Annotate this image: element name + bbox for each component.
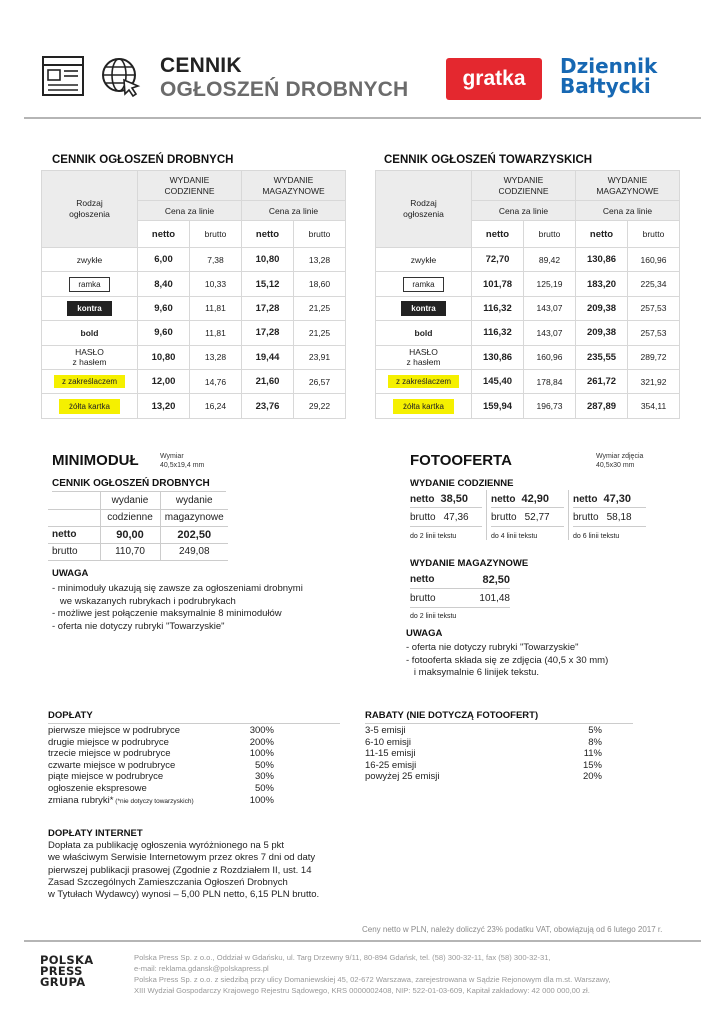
foto-brutto-value: 52,77 xyxy=(524,512,550,523)
drobne-col-rodzaj xyxy=(42,171,138,248)
rabaty-label: powyżej 25 emisji xyxy=(365,771,440,783)
rabaty-label: 11-15 emisji xyxy=(365,748,416,760)
foto-mag-brutto: 101,48 xyxy=(479,593,510,604)
minimodul-subtitle: CENNIK OGŁOSZEŃ DROBNYCH xyxy=(52,478,210,489)
header-divider xyxy=(24,117,701,119)
tow-cn: 130,86 xyxy=(472,345,524,369)
bold-tag: bold xyxy=(414,327,433,338)
page-title-line1: CENNIK xyxy=(160,54,242,77)
kontra-tag: kontra xyxy=(401,301,445,316)
tow-mb: 160,96 xyxy=(628,248,680,272)
doplaty-value: 300% xyxy=(249,725,274,736)
fotooferta-wymiar xyxy=(596,452,643,470)
zwykle-tag: zwykłe xyxy=(410,254,437,265)
rabaty-label: 16-25 emisji xyxy=(365,759,417,771)
internet-text xyxy=(48,840,378,901)
haslo-tag xyxy=(44,347,135,367)
tow-row xyxy=(376,345,680,369)
rabaty-row xyxy=(365,771,602,783)
foto-codzienne-cell xyxy=(568,490,646,540)
tow-row xyxy=(376,394,680,418)
tow-row xyxy=(376,321,680,345)
uwaga-item: - minimoduły ukazują się zawsze za ogłoszeniami drobnymi xyxy=(52,583,303,594)
drobne-row-label xyxy=(42,272,138,296)
foto-brutto-row xyxy=(410,508,482,527)
drobne-cn: 13,20 xyxy=(138,394,190,418)
ramka-tag: ramka xyxy=(403,277,443,292)
tow-row-label xyxy=(376,248,472,272)
drobne-row xyxy=(42,394,346,418)
drobne-netto-m-head: netto xyxy=(242,221,294,248)
rabaty-value: 20% xyxy=(582,771,602,783)
drobne-cena-c: Cena za linie xyxy=(138,201,242,221)
minimodul-uwaga-list xyxy=(52,583,352,633)
rabaty-value: 11% xyxy=(583,748,602,760)
zakreslacz-tag: z zakreślaczem xyxy=(54,375,125,388)
rabaty-row xyxy=(365,760,602,772)
drobne-cb: 16,24 xyxy=(190,394,242,418)
foto-netto-row xyxy=(491,490,564,508)
tow-row-label xyxy=(376,394,472,418)
tow-row xyxy=(376,369,680,393)
doplaty-row xyxy=(48,725,274,737)
doplaty-label: pierwsze miejsce w podrubryce xyxy=(48,725,180,736)
page-title-line2: OGŁOSZEŃ DROBNYCH xyxy=(160,78,409,101)
doplaty-line xyxy=(48,723,340,724)
drobne-cena-m: Cena za linie xyxy=(242,201,346,221)
doplaty-row xyxy=(48,737,274,749)
drobne-mn: 19,44 xyxy=(242,345,294,369)
drobne-cb: 11,81 xyxy=(190,296,242,320)
tow-mn: 183,20 xyxy=(576,272,628,296)
foto-mag-cell xyxy=(410,571,510,620)
zwykle-tag: zwykłe xyxy=(76,254,103,265)
foto-netto-value: 38,50 xyxy=(440,493,468,505)
drobne-mb: 26,57 xyxy=(294,369,346,393)
tow-cb: 178,84 xyxy=(524,369,576,393)
tow-cn: 72,70 xyxy=(472,248,524,272)
haslo-l1: HASŁO xyxy=(409,347,438,358)
wymiar-value: 40,5x19,4 mm xyxy=(160,462,205,469)
mm-brutto-label: brutto xyxy=(48,543,100,560)
drobne-mn: 15,12 xyxy=(242,272,294,296)
doplaty-value: 100% xyxy=(249,794,274,806)
tow-netto-m-head: netto xyxy=(576,221,628,248)
doplaty-value: 50% xyxy=(254,759,274,771)
drobne-mn: 23,76 xyxy=(242,394,294,418)
drobne-row xyxy=(42,369,346,393)
drobne-brutto-m-head: brutto xyxy=(294,221,346,248)
drobne-price-table xyxy=(41,170,346,419)
drobne-cn: 9,60 xyxy=(138,321,190,345)
rabaty-title: RABATY (NIE DOTYCZĄ FOTOOFERT) xyxy=(365,710,539,721)
foto-codzienne-cell xyxy=(486,490,564,540)
uwaga-item: - oferta nie dotyczy rubryki "Towarzyskie" xyxy=(406,642,579,653)
uwaga-item: - fotooferta składa się ze zdjęcia (40,5 x 30 mm) xyxy=(406,654,609,666)
foto-magazynowe-title: WYDANIE MAGAZYNOWE xyxy=(410,558,529,569)
foto-note: do 2 linii tekstu xyxy=(410,533,457,540)
tow-cn: 116,32 xyxy=(472,321,524,345)
mm-col1-l1: wydanie xyxy=(111,494,149,506)
tow-cena-m: Cena za linie xyxy=(576,201,680,221)
foto-netto-value: 42,90 xyxy=(521,493,549,505)
tow-col-rodzaj-label: Rodzaj ogłoszenia xyxy=(403,198,444,219)
footer-line: XIII Wydział Gospodarczy Krajowego Rejestru Sądowego, KRS 0000002408, NIP: 522-01-03-609, Kapitał zakładowy: 42 000 000,00 zł. xyxy=(134,986,590,995)
rabaty-label: 3-5 emisji xyxy=(365,725,406,736)
rabaty-value: 8% xyxy=(588,736,602,748)
drobne-netto-c-head: netto xyxy=(138,221,190,248)
tow-col-codzienne: WYDANIE CODZIENNE xyxy=(472,171,576,201)
doplaty-row xyxy=(48,748,274,760)
tow-cn: 116,32 xyxy=(472,296,524,320)
mm-netto-label: netto xyxy=(48,526,100,543)
foto-brutto-label: brutto xyxy=(491,512,517,523)
gratka-logo: gratka xyxy=(446,58,542,100)
drobne-cn: 12,00 xyxy=(138,369,190,393)
drobne-col-magazynowe: WYDANIE MAGAZYNOWE xyxy=(242,171,346,201)
tow-cn: 159,94 xyxy=(472,394,524,418)
zolta-kartka-tag: żółta kartka xyxy=(59,399,120,414)
tow-mn: 209,38 xyxy=(576,321,628,345)
tow-mn: 235,55 xyxy=(576,345,628,369)
doplaty-value: 100% xyxy=(249,748,274,760)
tow-mb: 257,53 xyxy=(628,296,680,320)
tow-brutto-m-head: brutto xyxy=(628,221,680,248)
foto-note: do 4 linii tekstu xyxy=(491,533,538,540)
foto-wymiar-value: 40,5x30 mm xyxy=(596,462,635,469)
drobne-cb: 14,76 xyxy=(190,369,242,393)
drobne-mn: 17,28 xyxy=(242,321,294,345)
mm-col1-l2: codzienne xyxy=(107,512,153,523)
foto-uwaga-title: UWAGA xyxy=(406,628,443,639)
tow-cb: 196,73 xyxy=(524,394,576,418)
uwaga-item: - oferta nie dotyczy rubryki "Towarzyskie" xyxy=(52,620,225,632)
tow-row-label xyxy=(376,345,472,369)
newspaper-icon xyxy=(42,56,84,96)
drobne-mb: 29,22 xyxy=(294,394,346,418)
doplaty-row xyxy=(48,783,274,795)
drobne-cb: 13,28 xyxy=(190,345,242,369)
haslo-l2: z hasłem xyxy=(406,357,441,368)
foto-mag-netto: 82,50 xyxy=(482,574,510,586)
logo-l3: GRUPA xyxy=(40,975,86,989)
tow-mb: 257,53 xyxy=(628,321,680,345)
tow-netto-c-head: netto xyxy=(472,221,524,248)
footer-line: Polska Press Sp. z o.o. z siedzibą przy ulicy Domaniewskiej 45, 02-672 Warszawa, zarejestrowana w Sądzie Rejonowym dla m.st. Warszawy, xyxy=(134,975,611,984)
drobne-row-label xyxy=(42,369,138,393)
haslo-tag xyxy=(378,347,469,367)
tow-row xyxy=(376,248,680,272)
logo-l1: POLSKA xyxy=(40,953,94,967)
doplaty-title: DOPŁATY xyxy=(48,710,93,721)
drobne-mn: 21,60 xyxy=(242,369,294,393)
tow-cb: 143,07 xyxy=(524,296,576,320)
rabaty-value: 5% xyxy=(588,725,602,736)
minimodul-title: MINIMODUŁ xyxy=(52,452,139,469)
foto-brutto-label: brutto xyxy=(573,512,599,523)
doplaty-label: drugie miejsce w podrubryce xyxy=(48,736,169,748)
mm-col2-l2: magazynowe xyxy=(164,512,224,523)
tow-mn: 261,72 xyxy=(576,369,628,393)
foto-netto-label: netto xyxy=(410,494,435,505)
dziennik-baltycki-logo xyxy=(560,56,686,102)
drobne-title: CENNIK OGŁOSZEŃ DROBNYCH xyxy=(52,154,234,166)
tow-row xyxy=(376,296,680,320)
internet-line: we właściwym Serwisie Internetowym przez okres 7 dni od daty xyxy=(48,852,316,864)
internet-line: Dopłata za publikację ogłoszenia wyróżnionego na 5 pkt xyxy=(48,840,285,851)
doplaty-label: piąte miejsce w podrubryce xyxy=(48,771,164,783)
drobne-mb: 21,25 xyxy=(294,296,346,320)
haslo-l2: z hasłem xyxy=(72,357,107,368)
foto-brutto-row xyxy=(491,508,564,527)
mm-netto-m: 202,50 xyxy=(160,526,228,543)
logo-line1: Dziennik xyxy=(560,54,658,78)
doplaty-label: zmiana rubryki* xyxy=(48,794,114,806)
tow-cb: 125,19 xyxy=(524,272,576,296)
tow-row-label xyxy=(376,369,472,393)
internet-line: Zasad Szczególnych Zamieszczania Ogłoszeń Drobnych xyxy=(48,876,288,888)
doplaty-value: 200% xyxy=(249,736,274,748)
foto-note: do 6 linii tekstu xyxy=(573,533,620,540)
tow-row-label xyxy=(376,321,472,345)
rabaty-row xyxy=(365,725,602,737)
drobne-mb: 23,91 xyxy=(294,345,346,369)
zolta-kartka-tag: żółta kartka xyxy=(393,399,454,414)
drobne-cn: 6,00 xyxy=(138,248,190,272)
foto-uwaga-list xyxy=(406,642,696,680)
doplaty-value: 30% xyxy=(254,771,274,783)
foto-mag-brutto-label: brutto xyxy=(410,593,436,604)
tow-cena-c: Cena za linie xyxy=(472,201,576,221)
doplaty-label: ogłoszenie ekspresowe xyxy=(48,783,147,794)
rabaty-line xyxy=(365,723,633,724)
drobne-cb: 10,33 xyxy=(190,272,242,296)
tow-mb: 225,34 xyxy=(628,272,680,296)
drobne-row-label xyxy=(42,248,138,272)
doplaty-row xyxy=(48,760,274,772)
internet-line: w Tytułach Wydawcy) wynosi – 5,00 PLN netto, 6,15 PLN brutto. xyxy=(48,889,320,901)
internet-title: DOPŁATY INTERNET xyxy=(48,828,143,839)
drobne-row-label xyxy=(42,394,138,418)
minimodul-table xyxy=(48,492,228,561)
towarzyskie-title: CENNIK OGŁOSZEŃ TOWARZYSKICH xyxy=(384,154,593,166)
rabaty-row xyxy=(365,737,602,749)
drobne-col-codzienne: WYDANIE CODZIENNE xyxy=(138,171,242,201)
tow-cb: 160,96 xyxy=(524,345,576,369)
mm-netto-c: 90,00 xyxy=(100,526,160,543)
tow-row xyxy=(376,272,680,296)
drobne-brutto-c-head: brutto xyxy=(190,221,242,248)
rabaty-label: 6-10 emisji xyxy=(365,736,411,748)
drobne-row-label xyxy=(42,321,138,345)
drobne-row-label xyxy=(42,296,138,320)
drobne-mb: 13,28 xyxy=(294,248,346,272)
tow-cb: 89,42 xyxy=(524,248,576,272)
drobne-mn: 10,80 xyxy=(242,248,294,272)
towarzyskie-price-table xyxy=(375,170,680,419)
foto-brutto-row xyxy=(573,508,646,527)
footer-line: e-mail: reklama.gdansk@polskapress.pl xyxy=(134,964,269,973)
doplaty-row xyxy=(48,795,274,807)
uwaga-item: i maksymalnie 6 linijek tekstu. xyxy=(406,667,540,678)
globe-cursor-icon xyxy=(100,56,142,98)
drobne-row xyxy=(42,345,346,369)
tow-col-rodzaj xyxy=(376,171,472,248)
tow-mn: 209,38 xyxy=(576,296,628,320)
foto-netto-row xyxy=(410,490,482,508)
doplaty-label: trzecie miejsce w podrubryce xyxy=(48,748,171,760)
foto-brutto-value: 47,36 xyxy=(443,512,469,523)
tow-mn: 287,89 xyxy=(576,394,628,418)
tow-mb: 354,11 xyxy=(628,394,680,418)
footer-line: Polska Press Sp. z o.o., Oddział w Gdańsku, ul. Targ Drzewny 9/11, 80-894 Gdańsk, tel. (58) 300-32-11, fax (58) 300-32-31, xyxy=(134,953,551,962)
doplaty-row xyxy=(48,771,274,783)
foto-brutto-label: brutto xyxy=(410,512,436,523)
drobne-mb: 18,60 xyxy=(294,272,346,296)
drobne-cn: 9,60 xyxy=(138,296,190,320)
footer-address xyxy=(134,952,704,996)
foto-mag-note: do 2 linii tekstu xyxy=(410,613,457,620)
foto-brutto-value: 58,18 xyxy=(606,512,632,523)
drobne-row xyxy=(42,248,346,272)
price-note: Ceny netto w PLN, należy doliczyć 23% podatku VAT, obowiązują od 6 lutego 2017 r. xyxy=(362,925,663,934)
drobne-cn: 8,40 xyxy=(138,272,190,296)
tow-row-label xyxy=(376,296,472,320)
mm-col2-l1: wydanie xyxy=(175,494,213,506)
rabaty-value: 15% xyxy=(582,759,602,771)
foto-wymiar-label: Wymiar zdjęcia xyxy=(596,453,644,460)
wymiar-label: Wymiar xyxy=(160,453,184,460)
drobne-mb: 21,25 xyxy=(294,321,346,345)
drobne-col-rodzaj-label: Rodzaj ogłoszenia xyxy=(69,198,110,219)
mm-brutto-m: 249,08 xyxy=(160,543,228,560)
footer-divider xyxy=(24,940,701,942)
tow-mn: 130,86 xyxy=(576,248,628,272)
bold-tag: bold xyxy=(80,327,99,338)
ramka-tag: ramka xyxy=(69,277,109,292)
foto-netto-label: netto xyxy=(573,494,598,505)
doplaty-label: czwarte miejsce w podrubryce xyxy=(48,759,176,771)
minimodul-uwaga-title: UWAGA xyxy=(52,568,89,579)
minimodul-wymiar xyxy=(160,452,204,470)
tow-cn: 101,78 xyxy=(472,272,524,296)
drobne-row xyxy=(42,296,346,320)
rabaty-row xyxy=(365,748,602,760)
tow-cn: 145,40 xyxy=(472,369,524,393)
tow-mb: 321,92 xyxy=(628,369,680,393)
drobne-row xyxy=(42,321,346,345)
fotooferta-title: FOTOOFERTA xyxy=(410,452,512,469)
drobne-row xyxy=(42,272,346,296)
tow-row-label xyxy=(376,272,472,296)
drobne-cb: 11,81 xyxy=(190,321,242,345)
tow-brutto-c-head: brutto xyxy=(524,221,576,248)
polska-press-logo xyxy=(40,955,93,988)
doplaty-note: (*nie dotyczy towarzyskich) xyxy=(113,797,194,805)
tow-col-magazynowe: WYDANIE MAGAZYNOWE xyxy=(576,171,680,201)
zakreslacz-tag: z zakreślaczem xyxy=(388,375,459,388)
doplaty-value: 50% xyxy=(254,783,274,794)
uwaga-item: we wskazanych rubrykach i podrubrykach xyxy=(52,595,236,607)
foto-netto-value: 47,30 xyxy=(603,493,631,505)
internet-line: pierwszej publikacji prasowej (Zgodnie z Rozdziałem II, ust. 14 xyxy=(48,864,312,876)
drobne-row-label xyxy=(42,345,138,369)
tow-cb: 143,07 xyxy=(524,321,576,345)
foto-netto-label: netto xyxy=(491,494,516,505)
drobne-mn: 17,28 xyxy=(242,296,294,320)
foto-codzienne-title: WYDANIE CODZIENNE xyxy=(410,478,514,489)
logo-l2: PRESS xyxy=(40,964,83,978)
foto-mag-netto-label: netto xyxy=(410,574,435,585)
tow-mb: 289,72 xyxy=(628,345,680,369)
mm-brutto-c: 110,70 xyxy=(100,543,160,560)
foto-netto-row xyxy=(573,490,646,508)
kontra-tag: kontra xyxy=(67,301,111,316)
foto-codzienne-cell xyxy=(410,490,482,540)
haslo-l1: HASŁO xyxy=(75,347,104,358)
uwaga-item: - możliwe jest połączenie maksymalnie 8 minimodułów xyxy=(52,608,282,619)
drobne-cn: 10,80 xyxy=(138,345,190,369)
drobne-cb: 7,38 xyxy=(190,248,242,272)
logo-line2: Bałtycki xyxy=(560,74,651,98)
